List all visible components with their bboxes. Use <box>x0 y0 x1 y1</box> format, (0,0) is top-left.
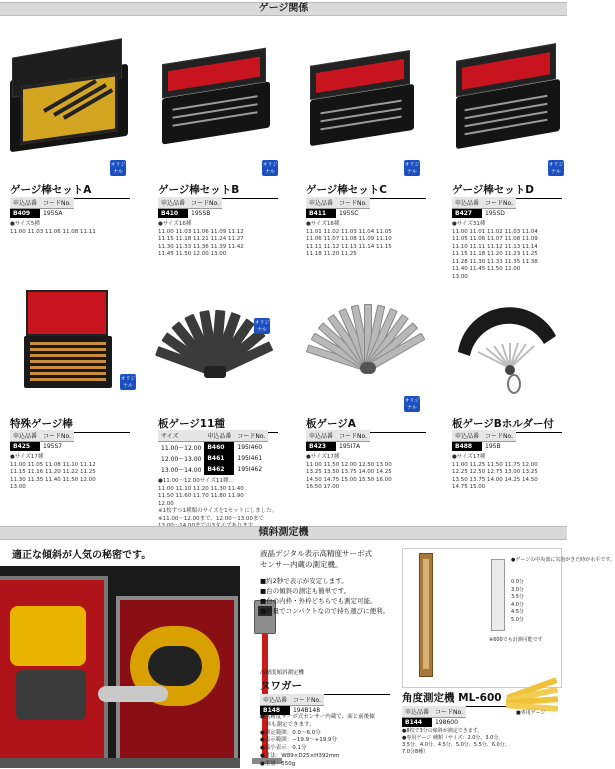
size-list: ●サイズ5種 11.00 11.03 11.06 11.08 11.11 <box>10 221 96 235</box>
product-title: 特殊ゲージ棒 <box>10 416 130 433</box>
size-list: ●サイズ17種 11.00 11.25 11.50 11.75 12.00 12.25 12.50 12.75 13.00 13.25 13.50 13.75 14.00 14.25 14.50 14.75 15.00 <box>452 454 538 490</box>
code-table: 申込品番 コードNo. B423 195I7A <box>306 430 370 451</box>
product-title: 板ゲージA <box>306 416 426 433</box>
code-table: 申込品番 コードNo. B410 195SB <box>158 197 222 218</box>
plate-gauge-b-photo <box>452 296 560 396</box>
incline-specs: ●高精度サーボ式センサー内蔵で、面と前後傾 斜も測定できます。 ●測定範囲：0.0〜6.0分 ●表示範囲：−19.9〜+19.9分 ●最小表示：0.1分 ●寸法：W89×D25×H392mm ●重量：550g <box>260 714 375 767</box>
product-title: 角度測定機 ML-600 <box>402 690 512 707</box>
original-logo: オリジナル <box>110 162 126 175</box>
ml600-photo <box>402 548 615 688</box>
gauge-set-c-photo <box>306 54 418 154</box>
code-table: 申込品番 コードNo. B427 195SD <box>452 197 516 218</box>
pachinko-machine-photo <box>0 566 240 768</box>
code-table: 申込品番 コードNo. B409 195SA <box>10 197 74 218</box>
section-title: ゲージ関係 <box>258 3 309 14</box>
product-title: ゲージ棒セットB <box>158 182 278 199</box>
section-header-incline <box>0 526 567 540</box>
original-logo: オリジナル <box>254 320 270 333</box>
product-title: ゲージ棒セットC <box>306 182 426 199</box>
headline: 適正な傾斜が人気の秘密です。 <box>12 550 152 561</box>
size-list: ●サイズ16種 11.00 11.03 11.06 11.09 11.12 11.15 11.18 11.21 11.24 11.27 11.30 11.33 11.36 11.39 11.42 11.45 11.50 12.00 13.00 <box>158 221 244 257</box>
size-list: ●11.00〜12.00サイズ11種… 11.00 11.10 11.20 11.30 11.40 11.50 11.60 11.70 11.80 11.90 12.00 ※1枚ずつ1種類のサイズを1セットにしました。 ※11.00〜12.00まで、12.00〜13.00まで <box>158 478 278 522</box>
original-logo: オリジナル <box>404 398 420 411</box>
size-list: ●サイズ31種 11.00 11.01 11.02 11.03 11.04 11.05 11.06 11.07 11.08 11.09 11.10 11.11 11.12 11.13 11.14 11.15 11.18 11.20 11.23 11.25 11.28 11.30 11.33 11.35 11.38 11.40 11.45 11.50 12.00 13.00 <box>452 221 538 280</box>
product-title: ヌワガー <box>260 678 390 695</box>
incline-subtitle: 高精度傾斜測定機 <box>260 670 305 676</box>
gauge-set-d-photo <box>452 48 562 156</box>
code-table: 申込品番 コードNo. B411 195SC <box>306 197 370 218</box>
special-gauge-photo <box>22 288 114 392</box>
ml600-callout-note: ※600でも計測可能です <box>489 637 543 643</box>
product-title: ゲージ棒セットD <box>452 182 562 199</box>
size-list: ●サイズ17種 11.00 11.50 12.00 12.50 13.00 13.25 13.50 13.75 14.00 14.25 14.50 14.75 15.00 15.50 16.00 16.50 17.00 <box>306 454 392 490</box>
original-logo: オリジナル <box>548 162 564 175</box>
section-title: 傾斜測定機 <box>258 527 309 538</box>
original-logo: オリジナル <box>404 162 420 175</box>
product-title: ゲージ棒セットA <box>10 182 130 199</box>
ml600-gauge-label: ■専用ゲージ <box>516 710 546 716</box>
gauge-set-b-photo <box>158 52 276 152</box>
code-table: 申込品番 コードNo. B425 195S7 <box>10 430 74 451</box>
ml600-callout: ●ゲージの中央部に気泡がきた時が水平です。 <box>511 557 615 563</box>
original-logo: オリジナル <box>262 162 278 175</box>
product-title: 板ゲージBホルダー付 <box>452 416 562 433</box>
ml600-specs: ●8枚で3分の傾斜が測定できます。 ●専用ゲージ 種類（サイズ：2.0分、3.0分、 3.5分、4.0分、4.5分、5.0分、5.5分、6.0分、 7.0分8種） <box>402 728 510 755</box>
size-list: ●サイズ17種 11.00 11.05 11.08 11.10 11.12 11.15 11.16 11.20 11.22 11.25 11.30 11.35 11.40 11.50 12.00 13.00 <box>10 454 96 490</box>
incline-bullets: ■約2秒で表示が安定します。 ■台の傾斜の測定も簡単です。 ■台の内枠・外枠どちらでも測定可能。 ■軽量でコンパクトなので持ち運びに便利。 <box>260 577 390 615</box>
ml600-ticks: 0.0分 3.0分 3.5分 4.0分 4.5分 5.0分 <box>511 579 524 623</box>
code-table: 申込品番 コードNo. B144 198600 <box>402 706 466 727</box>
code-table: 申込品番 コードNo. B488 195B <box>452 430 516 451</box>
incline-intro: 液晶デジタル表示高精度サーボ式 センサー内蔵の測定機。 <box>260 549 373 569</box>
section-header-gauge <box>0 2 567 16</box>
code-table: サイズ 申込品番 コードNo. 11.00〜12.00 B460 195I460 12.00〜13.00 B461 195I461 13.00〜14.00 B462 195I462 <box>158 430 268 475</box>
original-logo: オリジナル <box>120 376 136 389</box>
size-list: ●サイズ16種 11.01 11.02 11.03 11.04 11.05 11.06 11.07 11.08 11.09 11.10 11.11 11.12 11.13 11.14 11.15 11.18 11.20 11.25 <box>306 221 392 257</box>
gauge-set-a-photo <box>8 42 136 160</box>
ml600-gauge-photo <box>500 676 564 720</box>
code-table: 申込品番 コードNo. B148 194B148 <box>260 694 324 715</box>
product-title: 板ゲージ11種 <box>158 416 278 433</box>
plate-gauge-a-photo <box>314 300 424 380</box>
